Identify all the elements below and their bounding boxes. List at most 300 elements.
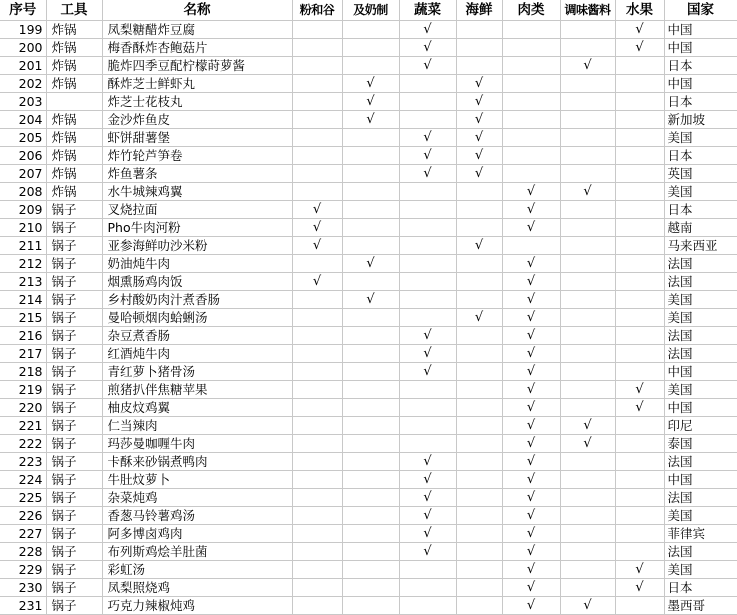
cell-check[interactable] <box>399 21 456 39</box>
cell-country[interactable]: 菲律宾 <box>664 525 737 543</box>
cell-check[interactable] <box>615 381 664 399</box>
cell-check[interactable] <box>502 183 560 201</box>
cell-check[interactable] <box>399 471 456 489</box>
cell-check[interactable] <box>456 291 502 309</box>
cell-id[interactable]: 212 <box>0 255 46 273</box>
cell-check[interactable] <box>342 39 399 57</box>
cell-check[interactable] <box>399 93 456 111</box>
cell-check[interactable] <box>560 219 615 237</box>
cell-check[interactable] <box>342 165 399 183</box>
cell-name[interactable]: 叉烧拉面 <box>102 201 292 219</box>
cell-check[interactable] <box>342 147 399 165</box>
cell-check[interactable] <box>292 291 342 309</box>
cell-check[interactable] <box>560 489 615 507</box>
cell-tool[interactable]: 炸锅 <box>46 111 102 129</box>
cell-country[interactable]: 美国 <box>664 381 737 399</box>
cell-check[interactable] <box>456 147 502 165</box>
cell-tool[interactable]: 锅子 <box>46 309 102 327</box>
cell-check[interactable] <box>456 75 502 93</box>
cell-check[interactable] <box>342 435 399 453</box>
cell-country[interactable]: 法国 <box>664 273 737 291</box>
cell-check[interactable] <box>342 561 399 579</box>
cell-check[interactable] <box>342 255 399 273</box>
cell-tool[interactable]: 锅子 <box>46 543 102 561</box>
cell-tool[interactable]: 锅子 <box>46 597 102 615</box>
header-country[interactable]: 国家 <box>664 0 737 21</box>
cell-check[interactable] <box>342 183 399 201</box>
cell-check[interactable] <box>456 39 502 57</box>
cell-check[interactable] <box>560 309 615 327</box>
cell-country[interactable]: 法国 <box>664 255 737 273</box>
cell-check[interactable] <box>502 111 560 129</box>
cell-check[interactable] <box>456 453 502 471</box>
cell-tool[interactable]: 锅子 <box>46 255 102 273</box>
cell-id[interactable]: 214 <box>0 291 46 309</box>
cell-check[interactable] <box>560 255 615 273</box>
cell-check[interactable] <box>502 21 560 39</box>
cell-check[interactable] <box>560 183 615 201</box>
cell-country[interactable]: 美国 <box>664 507 737 525</box>
cell-check[interactable] <box>342 21 399 39</box>
cell-check[interactable] <box>292 111 342 129</box>
cell-check[interactable] <box>292 579 342 597</box>
cell-name[interactable]: 仁当辣肉 <box>102 417 292 435</box>
cell-tool[interactable]: 锅子 <box>46 525 102 543</box>
header-seafood[interactable]: 海鲜 <box>456 0 502 21</box>
cell-country[interactable]: 美国 <box>664 129 737 147</box>
cell-check[interactable] <box>456 543 502 561</box>
cell-check[interactable] <box>456 597 502 615</box>
cell-id[interactable]: 224 <box>0 471 46 489</box>
cell-check[interactable] <box>456 111 502 129</box>
cell-check[interactable] <box>292 507 342 525</box>
cell-country[interactable]: 中国 <box>664 399 737 417</box>
header-id[interactable]: 序号 <box>0 0 46 21</box>
cell-name[interactable]: 炸鱼薯条 <box>102 165 292 183</box>
cell-name[interactable]: 青红萝卜猪骨汤 <box>102 363 292 381</box>
cell-check[interactable] <box>456 435 502 453</box>
cell-check[interactable] <box>502 525 560 543</box>
cell-country[interactable]: 日本 <box>664 201 737 219</box>
cell-check[interactable] <box>560 399 615 417</box>
cell-check[interactable] <box>292 273 342 291</box>
cell-country[interactable]: 日本 <box>664 579 737 597</box>
cell-country[interactable]: 印尼 <box>664 417 737 435</box>
cell-country[interactable]: 新加坡 <box>664 111 737 129</box>
cell-check[interactable] <box>399 75 456 93</box>
cell-check[interactable] <box>560 597 615 615</box>
cell-check[interactable] <box>399 165 456 183</box>
cell-check[interactable] <box>560 237 615 255</box>
cell-id[interactable]: 200 <box>0 39 46 57</box>
cell-name[interactable]: 奶油炖牛肉 <box>102 255 292 273</box>
cell-check[interactable] <box>456 219 502 237</box>
cell-country[interactable]: 法国 <box>664 543 737 561</box>
cell-country[interactable]: 中国 <box>664 39 737 57</box>
cell-id[interactable]: 201 <box>0 57 46 75</box>
cell-check[interactable] <box>456 489 502 507</box>
cell-check[interactable] <box>292 21 342 39</box>
cell-check[interactable] <box>615 129 664 147</box>
cell-check[interactable] <box>292 309 342 327</box>
header-dairy[interactable]: 及奶制 <box>342 0 399 21</box>
cell-check[interactable] <box>615 39 664 57</box>
cell-check[interactable] <box>502 273 560 291</box>
cell-check[interactable] <box>292 345 342 363</box>
cell-name[interactable]: 金沙炸鱼皮 <box>102 111 292 129</box>
cell-check[interactable] <box>560 507 615 525</box>
cell-tool[interactable]: 锅子 <box>46 579 102 597</box>
cell-check[interactable] <box>342 129 399 147</box>
cell-check[interactable] <box>399 453 456 471</box>
cell-check[interactable] <box>292 543 342 561</box>
cell-id[interactable]: 207 <box>0 165 46 183</box>
cell-name[interactable]: 布列斯鸡烩羊肚菌 <box>102 543 292 561</box>
cell-check[interactable] <box>560 165 615 183</box>
cell-check[interactable] <box>292 435 342 453</box>
cell-check[interactable] <box>615 435 664 453</box>
cell-check[interactable] <box>342 327 399 345</box>
cell-name[interactable]: 牛肚炆萝卜 <box>102 471 292 489</box>
cell-tool[interactable]: 炸锅 <box>46 39 102 57</box>
cell-check[interactable] <box>399 399 456 417</box>
cell-id[interactable]: 205 <box>0 129 46 147</box>
cell-check[interactable] <box>560 417 615 435</box>
cell-check[interactable] <box>615 21 664 39</box>
cell-check[interactable] <box>399 363 456 381</box>
cell-check[interactable] <box>615 525 664 543</box>
cell-check[interactable] <box>615 417 664 435</box>
cell-check[interactable] <box>342 309 399 327</box>
header-sauces[interactable]: 调味酱料 <box>560 0 615 21</box>
cell-check[interactable] <box>456 165 502 183</box>
cell-country[interactable]: 日本 <box>664 147 737 165</box>
cell-check[interactable] <box>342 273 399 291</box>
cell-name[interactable]: 凤梨糖醋炸豆腐 <box>102 21 292 39</box>
cell-check[interactable] <box>456 561 502 579</box>
cell-id[interactable]: 216 <box>0 327 46 345</box>
cell-check[interactable] <box>502 165 560 183</box>
cell-check[interactable] <box>342 219 399 237</box>
cell-tool[interactable]: 锅子 <box>46 381 102 399</box>
cell-tool[interactable]: 锅子 <box>46 399 102 417</box>
cell-id[interactable]: 231 <box>0 597 46 615</box>
cell-check[interactable] <box>292 255 342 273</box>
cell-id[interactable]: 225 <box>0 489 46 507</box>
cell-check[interactable] <box>615 363 664 381</box>
cell-check[interactable] <box>342 471 399 489</box>
cell-check[interactable] <box>502 147 560 165</box>
header-fruit[interactable]: 水果 <box>615 0 664 21</box>
cell-check[interactable] <box>292 453 342 471</box>
cell-id[interactable]: 204 <box>0 111 46 129</box>
cell-check[interactable] <box>399 507 456 525</box>
cell-check[interactable] <box>560 57 615 75</box>
cell-check[interactable] <box>456 417 502 435</box>
cell-check[interactable] <box>456 507 502 525</box>
cell-check[interactable] <box>342 507 399 525</box>
cell-check[interactable] <box>502 93 560 111</box>
cell-check[interactable] <box>292 39 342 57</box>
cell-check[interactable] <box>399 525 456 543</box>
cell-check[interactable] <box>456 471 502 489</box>
cell-check[interactable] <box>456 57 502 75</box>
cell-tool[interactable]: 炸锅 <box>46 129 102 147</box>
cell-check[interactable] <box>342 399 399 417</box>
cell-check[interactable] <box>502 471 560 489</box>
cell-check[interactable] <box>456 399 502 417</box>
cell-check[interactable] <box>399 327 456 345</box>
cell-check[interactable] <box>615 273 664 291</box>
cell-check[interactable] <box>560 471 615 489</box>
cell-check[interactable] <box>399 435 456 453</box>
cell-check[interactable] <box>560 129 615 147</box>
cell-check[interactable] <box>560 93 615 111</box>
cell-check[interactable] <box>342 543 399 561</box>
cell-id[interactable]: 228 <box>0 543 46 561</box>
cell-country[interactable]: 墨西哥 <box>664 597 737 615</box>
header-grains[interactable]: 粉和谷 <box>292 0 342 21</box>
cell-country[interactable]: 美国 <box>664 291 737 309</box>
cell-tool[interactable]: 炸锅 <box>46 75 102 93</box>
cell-name[interactable]: 卡酥来砂锅煮鸭肉 <box>102 453 292 471</box>
cell-check[interactable] <box>502 417 560 435</box>
cell-check[interactable] <box>560 345 615 363</box>
cell-check[interactable] <box>502 57 560 75</box>
cell-id[interactable]: 217 <box>0 345 46 363</box>
cell-check[interactable] <box>560 525 615 543</box>
cell-check[interactable] <box>560 111 615 129</box>
cell-id[interactable]: 222 <box>0 435 46 453</box>
cell-country[interactable]: 法国 <box>664 327 737 345</box>
cell-id[interactable]: 218 <box>0 363 46 381</box>
cell-tool[interactable]: 炸锅 <box>46 165 102 183</box>
cell-id[interactable]: 229 <box>0 561 46 579</box>
cell-id[interactable]: 221 <box>0 417 46 435</box>
cell-country[interactable]: 美国 <box>664 183 737 201</box>
cell-id[interactable]: 213 <box>0 273 46 291</box>
cell-check[interactable] <box>456 129 502 147</box>
cell-check[interactable] <box>615 543 664 561</box>
cell-check[interactable] <box>502 453 560 471</box>
cell-check[interactable] <box>292 57 342 75</box>
cell-check[interactable] <box>292 93 342 111</box>
cell-check[interactable] <box>560 579 615 597</box>
cell-tool[interactable]: 锅子 <box>46 435 102 453</box>
cell-check[interactable] <box>502 579 560 597</box>
cell-check[interactable] <box>502 237 560 255</box>
cell-country[interactable]: 美国 <box>664 309 737 327</box>
cell-check[interactable] <box>456 201 502 219</box>
cell-check[interactable] <box>342 111 399 129</box>
cell-check[interactable] <box>615 453 664 471</box>
cell-check[interactable] <box>292 381 342 399</box>
cell-check[interactable] <box>292 525 342 543</box>
cell-check[interactable] <box>615 579 664 597</box>
cell-check[interactable] <box>615 111 664 129</box>
cell-check[interactable] <box>292 237 342 255</box>
cell-tool[interactable]: 锅子 <box>46 291 102 309</box>
cell-check[interactable] <box>342 381 399 399</box>
cell-country[interactable]: 泰国 <box>664 435 737 453</box>
cell-tool[interactable]: 锅子 <box>46 201 102 219</box>
cell-check[interactable] <box>560 543 615 561</box>
cell-check[interactable] <box>560 291 615 309</box>
cell-name[interactable]: 巧克力辣椒炖鸡 <box>102 597 292 615</box>
cell-tool[interactable]: 锅子 <box>46 561 102 579</box>
cell-country[interactable]: 法国 <box>664 453 737 471</box>
cell-check[interactable] <box>292 561 342 579</box>
cell-check[interactable] <box>502 309 560 327</box>
cell-check[interactable] <box>342 201 399 219</box>
cell-check[interactable] <box>399 381 456 399</box>
cell-check[interactable] <box>502 75 560 93</box>
cell-check[interactable] <box>456 579 502 597</box>
cell-check[interactable] <box>560 21 615 39</box>
cell-check[interactable] <box>502 489 560 507</box>
cell-check[interactable] <box>292 165 342 183</box>
header-tool[interactable]: 工具 <box>46 0 102 21</box>
cell-country[interactable]: 中国 <box>664 75 737 93</box>
cell-check[interactable] <box>292 489 342 507</box>
cell-check[interactable] <box>342 291 399 309</box>
header-vegetables[interactable]: 蔬菜 <box>399 0 456 21</box>
cell-check[interactable] <box>456 183 502 201</box>
cell-check[interactable] <box>502 381 560 399</box>
cell-id[interactable]: 199 <box>0 21 46 39</box>
cell-check[interactable] <box>615 291 664 309</box>
cell-country[interactable]: 中国 <box>664 21 737 39</box>
cell-name[interactable]: 玛莎曼咖喱牛肉 <box>102 435 292 453</box>
cell-tool[interactable]: 锅子 <box>46 363 102 381</box>
cell-tool[interactable]: 锅子 <box>46 507 102 525</box>
cell-check[interactable] <box>399 237 456 255</box>
cell-name[interactable]: Pho牛肉河粉 <box>102 219 292 237</box>
cell-tool[interactable]: 锅子 <box>46 417 102 435</box>
cell-check[interactable] <box>399 57 456 75</box>
cell-tool[interactable]: 炸锅 <box>46 21 102 39</box>
cell-check[interactable] <box>456 525 502 543</box>
cell-check[interactable] <box>399 291 456 309</box>
cell-check[interactable] <box>615 57 664 75</box>
cell-country[interactable]: 法国 <box>664 489 737 507</box>
cell-name[interactable]: 水牛城辣鸡翼 <box>102 183 292 201</box>
cell-check[interactable] <box>560 201 615 219</box>
cell-tool[interactable]: 锅子 <box>46 453 102 471</box>
cell-check[interactable] <box>615 597 664 615</box>
cell-check[interactable] <box>560 381 615 399</box>
cell-check[interactable] <box>502 255 560 273</box>
cell-check[interactable] <box>456 237 502 255</box>
cell-check[interactable] <box>342 597 399 615</box>
cell-check[interactable] <box>342 57 399 75</box>
cell-name[interactable]: 炸芝士花枝丸 <box>102 93 292 111</box>
cell-check[interactable] <box>399 201 456 219</box>
cell-tool[interactable]: 锅子 <box>46 273 102 291</box>
cell-id[interactable]: 206 <box>0 147 46 165</box>
cell-name[interactable]: 酥炸芝士鲜虾丸 <box>102 75 292 93</box>
cell-country[interactable]: 英国 <box>664 165 737 183</box>
cell-id[interactable]: 219 <box>0 381 46 399</box>
cell-check[interactable] <box>560 363 615 381</box>
header-name[interactable]: 名称 <box>102 0 292 21</box>
cell-tool[interactable]: 炸锅 <box>46 57 102 75</box>
cell-check[interactable] <box>399 417 456 435</box>
cell-check[interactable] <box>502 507 560 525</box>
cell-check[interactable] <box>342 363 399 381</box>
cell-check[interactable] <box>615 309 664 327</box>
cell-check[interactable] <box>292 219 342 237</box>
cell-check[interactable] <box>502 39 560 57</box>
cell-check[interactable] <box>456 327 502 345</box>
cell-name[interactable]: 凤梨照烧鸡 <box>102 579 292 597</box>
cell-check[interactable] <box>502 129 560 147</box>
cell-check[interactable] <box>292 147 342 165</box>
cell-check[interactable] <box>502 345 560 363</box>
cell-tool[interactable]: 锅子 <box>46 471 102 489</box>
cell-name[interactable]: 杂菜炖鸡 <box>102 489 292 507</box>
cell-name[interactable]: 柚皮炆鸡翼 <box>102 399 292 417</box>
cell-tool[interactable]: 锅子 <box>46 219 102 237</box>
cell-check[interactable] <box>342 489 399 507</box>
cell-check[interactable] <box>342 525 399 543</box>
cell-check[interactable] <box>399 255 456 273</box>
cell-check[interactable] <box>615 237 664 255</box>
cell-country[interactable]: 日本 <box>664 57 737 75</box>
cell-check[interactable] <box>615 75 664 93</box>
cell-check[interactable] <box>456 363 502 381</box>
cell-check[interactable] <box>399 273 456 291</box>
cell-check[interactable] <box>560 147 615 165</box>
cell-check[interactable] <box>399 183 456 201</box>
cell-id[interactable]: 210 <box>0 219 46 237</box>
cell-name[interactable]: 乡村酸奶肉汁煮香肠 <box>102 291 292 309</box>
cell-check[interactable] <box>615 165 664 183</box>
cell-id[interactable]: 203 <box>0 93 46 111</box>
cell-country[interactable]: 中国 <box>664 363 737 381</box>
cell-check[interactable] <box>399 309 456 327</box>
cell-check[interactable] <box>502 219 560 237</box>
cell-check[interactable] <box>615 201 664 219</box>
cell-check[interactable] <box>502 597 560 615</box>
cell-name[interactable]: 曼哈顿烟肉蛤蜊汤 <box>102 309 292 327</box>
cell-name[interactable]: 杂豆煮香肠 <box>102 327 292 345</box>
cell-id[interactable]: 223 <box>0 453 46 471</box>
cell-check[interactable] <box>342 75 399 93</box>
cell-id[interactable]: 211 <box>0 237 46 255</box>
cell-check[interactable] <box>342 93 399 111</box>
cell-check[interactable] <box>292 327 342 345</box>
header-meat[interactable]: 肉类 <box>502 0 560 21</box>
cell-name[interactable]: 梅香酥炸杏鲍菇片 <box>102 39 292 57</box>
cell-check[interactable] <box>456 93 502 111</box>
cell-check[interactable] <box>342 417 399 435</box>
cell-country[interactable]: 美国 <box>664 561 737 579</box>
cell-check[interactable] <box>292 363 342 381</box>
cell-check[interactable] <box>292 471 342 489</box>
cell-check[interactable] <box>560 273 615 291</box>
cell-id[interactable]: 208 <box>0 183 46 201</box>
cell-check[interactable] <box>292 417 342 435</box>
cell-check[interactable] <box>502 399 560 417</box>
cell-country[interactable]: 马来西亚 <box>664 237 737 255</box>
cell-check[interactable] <box>342 579 399 597</box>
cell-check[interactable] <box>560 39 615 57</box>
cell-check[interactable] <box>502 363 560 381</box>
cell-id[interactable]: 226 <box>0 507 46 525</box>
cell-tool[interactable]: 锅子 <box>46 327 102 345</box>
cell-country[interactable]: 日本 <box>664 93 737 111</box>
